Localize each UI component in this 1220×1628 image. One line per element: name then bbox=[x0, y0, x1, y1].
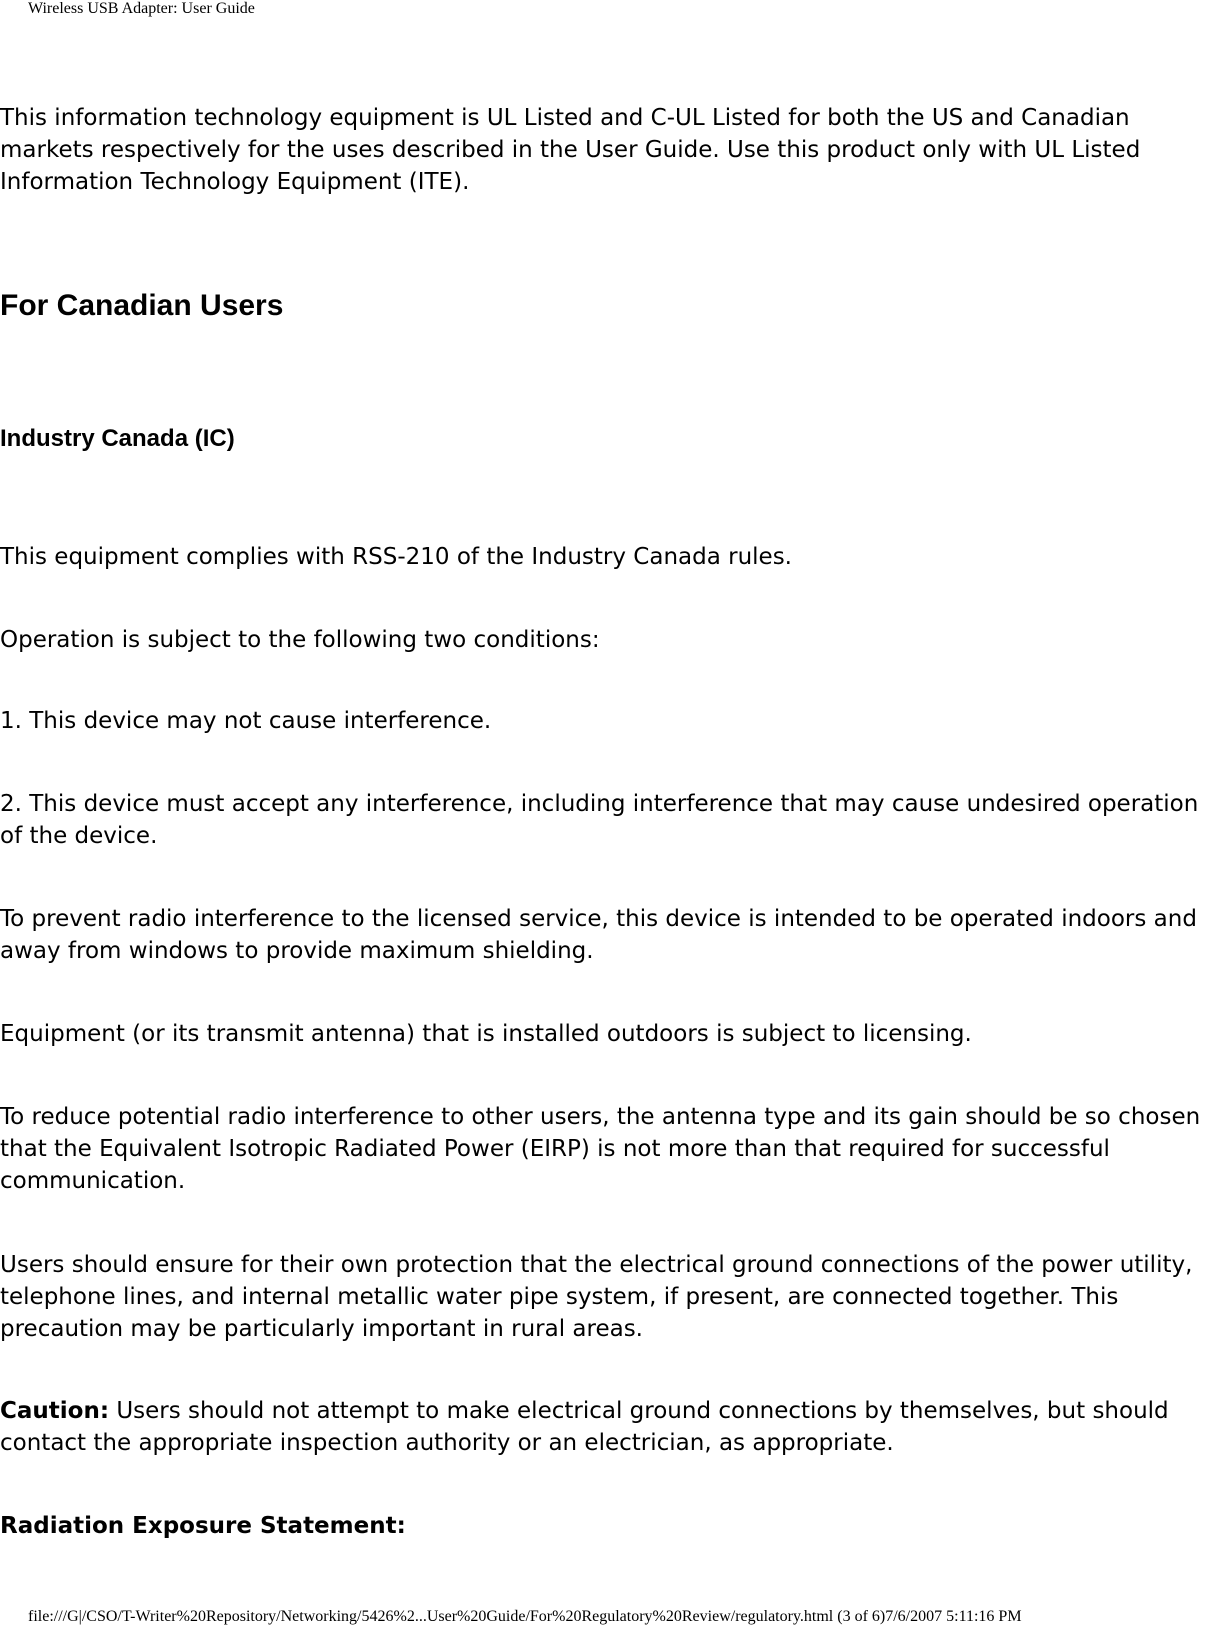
page-footer-path: file:///G|/CSO/T-Writer%20Repository/Networking/5426%2...User%20Guide/For%20Regulatory%20Review/regulatory.html (3 of 6)7/6/2007 5:11:16 PM bbox=[28, 1608, 1022, 1625]
radiation-heading bbox=[0, 1510, 1220, 1542]
condition-2: 2. This device must accept any interference, including interference that may cause undesired operation of the device. bbox=[0, 791, 1199, 849]
heading-canadian-users: For Canadian Users bbox=[0, 289, 284, 322]
heading-industry-canada: Industry Canada (IC) bbox=[0, 425, 235, 452]
paragraph-reduce-interference: To reduce potential radio interference to other users, the antenna type and its gain should be so chosen that the Equivalent Isotropic Radiated Power (EIRP) is not more than that required for successful communication. bbox=[0, 1104, 1201, 1194]
caution-paragraph bbox=[0, 1395, 1220, 1459]
intro-paragraph: This information technology equipment is UL Listed and C-UL Listed for both the US and Canadian markets respectively for the uses described in the User Guide. Use this product only with UL Listed Information Technology Equipment (ITE). bbox=[0, 105, 1141, 195]
paragraph-ground-connections: Users should ensure for their own protection that the electrical ground connections of the power utility, telephone lines, and internal metallic water pipe system, if present, are connected together. This precaution may be particularly important in rural areas. bbox=[0, 1252, 1193, 1342]
condition-1: 1. This device may not cause interference. bbox=[0, 708, 492, 734]
paragraph-outdoor-licensing: Equipment (or its transmit antenna) that is installed outdoors is subject to licensing. bbox=[0, 1021, 972, 1047]
radiation-heading-text: Radiation Exposure Statement: bbox=[0, 1513, 406, 1539]
paragraph-operation-conditions: Operation is subject to the following two conditions: bbox=[0, 627, 600, 653]
paragraph-prevent-interference: To prevent radio interference to the licensed service, this device is intended to be operated indoors and away from windows to provide maximum shielding. bbox=[0, 906, 1197, 964]
caution-text: Users should not attempt to make electrical ground connections by themselves, but should contact the appropriate inspection authority or an electrician, as appropriate. bbox=[0, 1398, 1169, 1456]
page-header-title: Wireless USB Adapter: User Guide bbox=[28, 0, 255, 17]
caution-label: Caution: bbox=[0, 1398, 110, 1424]
paragraph-rss-210: This equipment complies with RSS-210 of the Industry Canada rules. bbox=[0, 544, 792, 570]
